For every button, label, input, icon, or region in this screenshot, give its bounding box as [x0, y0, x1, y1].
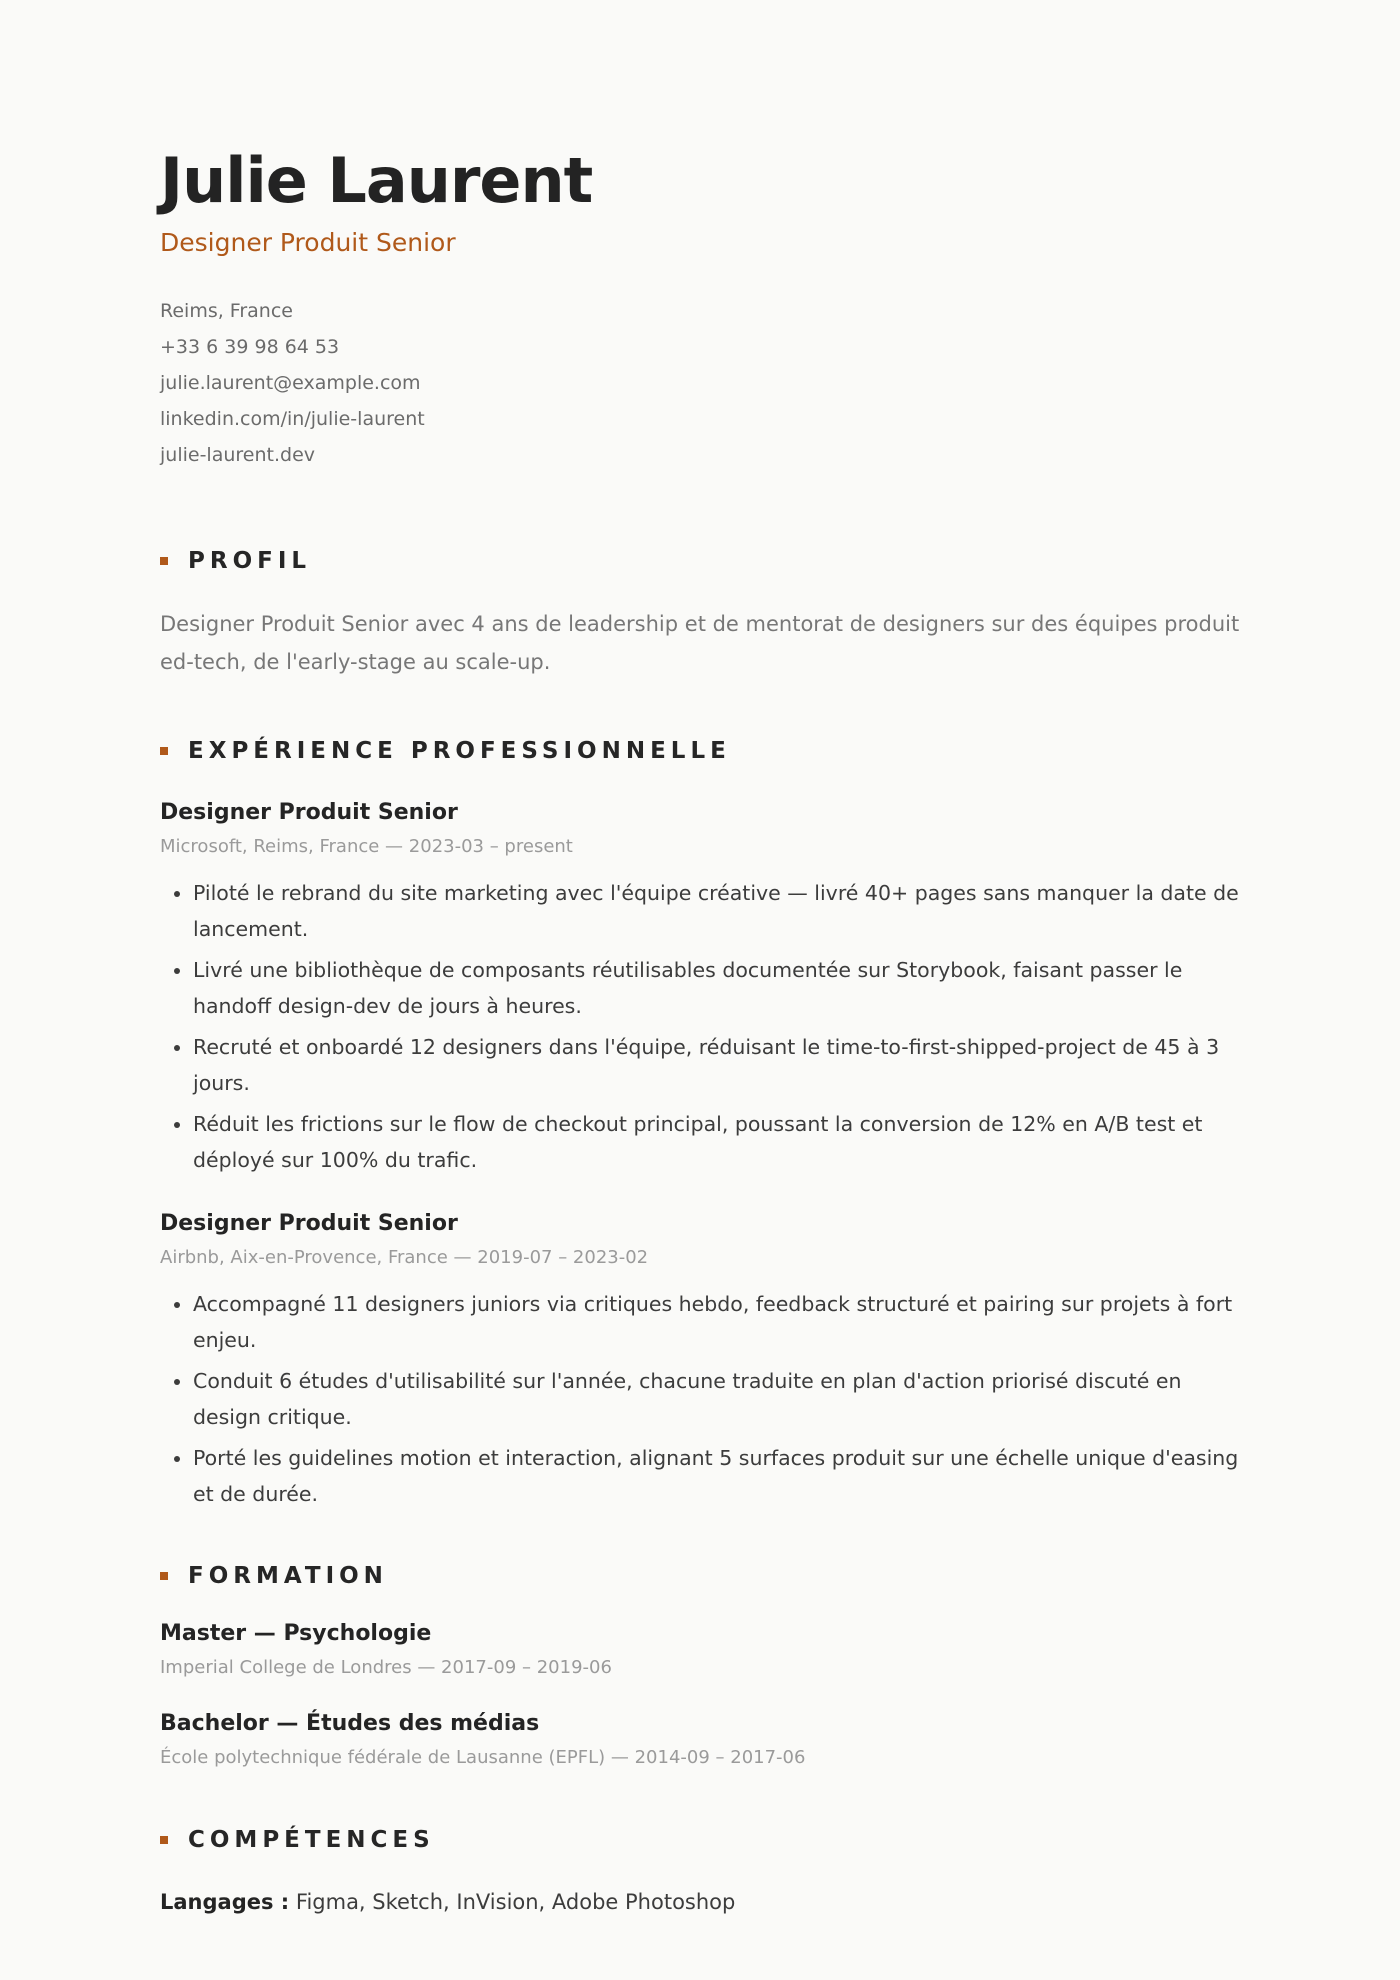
- section-marker: [160, 1572, 168, 1580]
- job-bullet: • Piloté le rebrand du site marketing avec l'équipe créative — livré 40+ pages sans manquer la date de lancement.: [193, 875, 1240, 947]
- section-marker: [160, 747, 168, 755]
- section-title: COMPÉTENCES: [188, 1827, 435, 1853]
- education-entry: [160, 1618, 1240, 1682]
- contact-email: julie.laurent@example.com: [160, 372, 421, 394]
- section-education-heading: [160, 1558, 1240, 1594]
- job-meta: Microsoft, Reims, France — 2023-03 – present: [160, 836, 573, 857]
- section-title: FORMATION: [188, 1563, 388, 1589]
- contact-website: julie-laurent.dev: [160, 444, 315, 466]
- job-bullet: • Porté les guidelines motion et interaction, alignant 5 surfaces produit sur une échelle unique d'easing et de durée.: [193, 1440, 1240, 1512]
- section-title: EXPÉRIENCE PROFESSIONNELLE: [188, 738, 731, 764]
- job-entry: [160, 1208, 1240, 1512]
- job-bullet: • Réduit les frictions sur le flow de checkout principal, poussant la conversion de 12% en A/B test et déployé sur 100% du trafic.: [193, 1106, 1240, 1178]
- contact-block: [160, 293, 1240, 473]
- job-bullets: [160, 875, 1240, 1178]
- job-bullets: [160, 1286, 1240, 1512]
- section-marker: [160, 1836, 168, 1844]
- job-entry: [160, 797, 1240, 1178]
- education-degree: Master — Psychologie: [160, 1621, 432, 1646]
- skills-label: Langages :: [160, 1890, 290, 1914]
- candidate-role: Designer Produit Senior: [160, 228, 456, 257]
- contact-location: Reims, France: [160, 300, 293, 322]
- education-degree: Bachelor — Études des médias: [160, 1711, 540, 1736]
- contact-phone: +33 6 39 98 64 53: [160, 336, 340, 358]
- education-entry: [160, 1708, 1240, 1772]
- section-title: PROFIL: [188, 548, 312, 574]
- job-bullet: • Accompagné 11 designers juniors via critiques hebdo, feedback structuré et pairing sur projets à fort enjeu.: [193, 1286, 1240, 1358]
- education-school: École polytechnique fédérale de Lausanne (EPFL) — 2014-09 – 2017-06: [160, 1747, 806, 1768]
- education-school: Imperial College de Londres — 2017-09 – 2019-06: [160, 1657, 612, 1678]
- section-experience-heading: [160, 733, 1240, 769]
- section-skills-heading: [160, 1822, 1240, 1858]
- section-marker: [160, 557, 168, 565]
- job-bullet: • Livré une bibliothèque de composants réutilisables documentée sur Storybook, faisant passer le handoff design-dev de jours à heures.: [193, 952, 1240, 1024]
- job-meta: Airbnb, Aix-en-Provence, France — 2019-07 – 2023-02: [160, 1247, 649, 1268]
- job-title: Designer Produit Senior: [160, 1211, 458, 1236]
- section-profile-heading: [160, 543, 1240, 579]
- profile-text: Designer Produit Senior avec 4 ans de leadership et de mentorat de designers sur des équipes produit ed-tech, de l'early-stage au scale-up.: [160, 612, 1240, 674]
- skills-value: Figma, Sketch, InVision, Adobe Photoshop: [295, 1890, 736, 1914]
- job-bullet: • Recruté et onboardé 12 designers dans l'équipe, réduisant le time-to-first-shipped-project de 45 à 3 jours.: [193, 1029, 1240, 1101]
- contact-linkedin: linkedin.com/in/julie-laurent: [160, 408, 425, 430]
- job-bullet: • Conduit 6 études d'utilisabilité sur l'année, chacune traduite en plan d'action priorisé discuté en design critique.: [193, 1363, 1240, 1435]
- skills-line: [160, 1886, 1240, 1918]
- job-title: Designer Produit Senior: [160, 800, 458, 825]
- candidate-name: Julie Laurent: [160, 144, 593, 217]
